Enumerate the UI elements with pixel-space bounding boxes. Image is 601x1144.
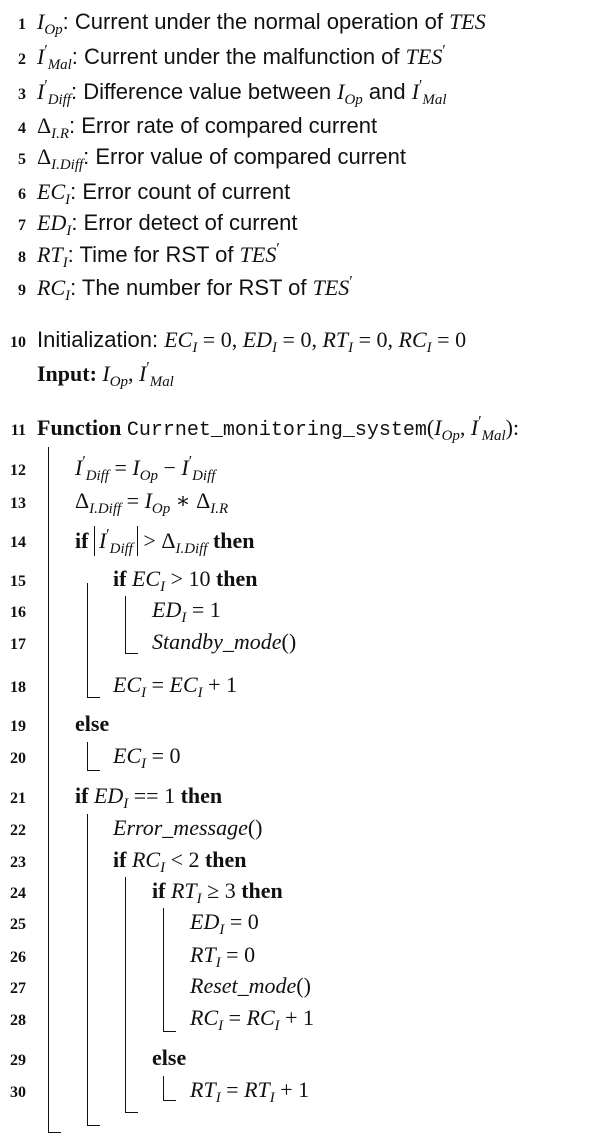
line-code: if $RC_I < 2$ then bbox=[113, 847, 247, 877]
line-code: $I'_{Mal}$: Current under the malfunction of TES′ bbox=[37, 42, 446, 74]
line-code: Standby_mode() bbox=[152, 629, 297, 654]
block-rail bbox=[48, 447, 61, 1133]
line-number: 11 bbox=[10, 422, 26, 439]
line-number: 5 bbox=[18, 151, 26, 168]
line-number: 14 bbox=[10, 534, 26, 551]
line-code: $EC_I = 0$ bbox=[113, 743, 181, 773]
line-number: 9 bbox=[18, 282, 26, 299]
line-number: 8 bbox=[18, 249, 26, 266]
line-number: 28 bbox=[10, 1012, 26, 1029]
block-rail bbox=[163, 1076, 176, 1101]
line-number: 30 bbox=[10, 1084, 26, 1101]
line-code: Function $Currnet\_monitoring\_system(I_{Op}$, $I'_{Mal}$): bbox=[37, 413, 520, 445]
line-number: 13 bbox=[10, 495, 26, 512]
line-code: $RT_I = 0$ bbox=[190, 942, 256, 972]
block-rail bbox=[125, 877, 138, 1113]
block-rail bbox=[87, 583, 100, 698]
line-code: Reset_mode() bbox=[190, 973, 311, 998]
line-number: 1 bbox=[18, 16, 26, 33]
line-code: $EC_I$: Error count of current bbox=[37, 179, 291, 209]
line-code: $EC_I = EC_I + 1$ bbox=[113, 672, 238, 702]
line-code: Error_message() bbox=[113, 815, 263, 840]
line-number: 6 bbox=[18, 186, 26, 203]
line-number: 12 bbox=[10, 462, 26, 479]
line-number: 2 bbox=[18, 51, 26, 68]
line-number: 22 bbox=[10, 822, 26, 839]
line-code: if $I'_{Diff} > \Delta_{I.Diff}$ then bbox=[75, 526, 255, 558]
line-code: else bbox=[75, 711, 110, 736]
line-code: $\Delta_{I.Diff}$: Error value of compared current bbox=[37, 144, 406, 174]
line-number: 10 bbox=[10, 334, 26, 351]
line-code: $I_{Op}$: Current under the normal operation of TES bbox=[37, 9, 486, 39]
line-number: 16 bbox=[10, 604, 26, 621]
line-code: if $EC_I > 10$ then bbox=[113, 566, 258, 596]
line-number: 19 bbox=[10, 718, 26, 735]
line-code: $I'_{Diff} = I_{Op} - I'_{Diff}$ bbox=[75, 453, 216, 485]
line-code: $RC_I = RC_I + 1$ bbox=[190, 1005, 315, 1035]
line-code: $RT_I$: Time for RST of TES′ bbox=[37, 240, 280, 272]
line-number: 4 bbox=[18, 120, 26, 137]
line-number: 3 bbox=[18, 86, 26, 103]
line-code: $ED_I$: Error detect of current bbox=[37, 210, 298, 240]
block-rail bbox=[163, 908, 176, 1032]
line-number: 24 bbox=[10, 885, 26, 902]
line-number: 21 bbox=[10, 790, 26, 807]
line-number: 27 bbox=[10, 980, 26, 997]
line-number: 26 bbox=[10, 949, 26, 966]
line-number: 29 bbox=[10, 1052, 26, 1069]
line-code: Initialization: $EC_I = 0$, $ED_I = 0$, $RT_I = 0$, $RC_I = 0$ bbox=[37, 327, 467, 357]
block-rail bbox=[87, 814, 100, 1126]
line-code: $\Delta_{I.Diff} = I_{Op}$ ∗ $\Delta_{I.R}$ bbox=[75, 488, 229, 518]
line-code: $RT_I = RT_I + 1$ bbox=[190, 1077, 310, 1107]
line-code: Input: $I_{Op}$, $I'_{Mal}$ bbox=[37, 359, 174, 391]
line-code: if $ED_I == 1$ then bbox=[75, 783, 223, 813]
line-number: 15 bbox=[10, 573, 26, 590]
line-code: else bbox=[152, 1045, 187, 1070]
line-code: $RC_I$: The number for RST of TES′ bbox=[37, 273, 353, 305]
line-code: $\Delta_{I.R}$: Error rate of compared current bbox=[37, 113, 378, 143]
line-number: 18 bbox=[10, 679, 26, 696]
line-number: 25 bbox=[10, 916, 26, 933]
line-code: if $RT_I \ge 3$ then bbox=[152, 878, 283, 908]
block-rail bbox=[125, 596, 138, 654]
line-number: 17 bbox=[10, 636, 26, 653]
line-code: $I'_{Diff}$: Difference value between $I_{Op}$ and $I'_{Mal}$ bbox=[37, 77, 447, 109]
line-number: 7 bbox=[18, 217, 26, 234]
block-rail bbox=[87, 742, 100, 771]
line-number: 20 bbox=[10, 750, 26, 767]
line-code: $ED_I = 1$ bbox=[152, 597, 221, 627]
line-code: $ED_I = 0$ bbox=[190, 909, 259, 939]
line-number: 23 bbox=[10, 854, 26, 871]
